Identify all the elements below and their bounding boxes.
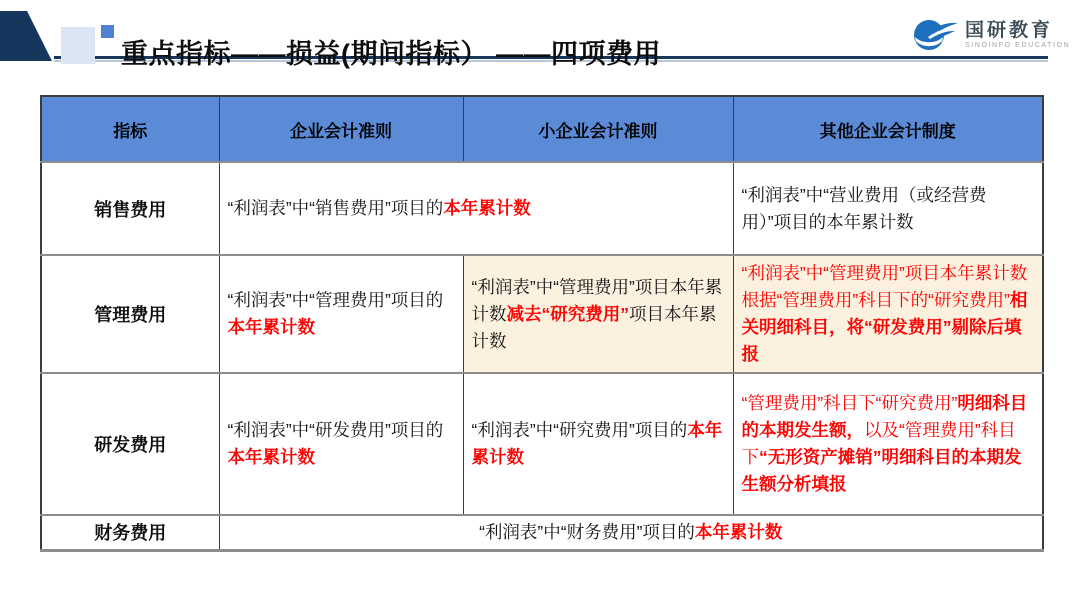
col-header-enterprise-standards: 企业会计准则 bbox=[219, 96, 463, 162]
cell-admin-small-enterprise-standards: “利润表”中“管理费用”项目本年累计数减去“研究费用”项目本年累计数 bbox=[463, 255, 733, 373]
accent-square-bullet bbox=[101, 25, 114, 38]
cell-rd-enterprise-standards: “利润表”中“研发费用”项目的本年累计数 bbox=[219, 373, 463, 515]
row-label-finance-expense: 财务费用 bbox=[41, 515, 219, 550]
row-label-sales-expense: 销售费用 bbox=[41, 162, 219, 255]
cell-admin-enterprise-standards: “利润表”中“管理费用”项目的本年累计数 bbox=[219, 255, 463, 373]
cell-sales-standards: “利润表”中“销售费用”项目的本年累计数 bbox=[219, 162, 733, 255]
cell-rd-other-systems: “管理费用”科目下“研究费用”明细科目的本期发生额，以及“管理费用”科目下“无形资产摊销”明细科目的本期发生额分析填报 bbox=[733, 373, 1043, 515]
cell-finance-all-systems: “利润表”中“财务费用”项目的本年累计数 bbox=[219, 515, 1043, 550]
cell-sales-other-systems: “利润表”中“营业费用（或经营费用）”项目的本年累计数 bbox=[733, 162, 1043, 255]
expense-indicator-table bbox=[40, 95, 1044, 552]
table-row-sales-expense bbox=[41, 162, 1043, 255]
corner-trapezoid-decoration bbox=[0, 11, 52, 61]
pale-square-decoration bbox=[61, 27, 95, 64]
table-header-row bbox=[41, 96, 1043, 162]
row-label-rd-expense: 研发费用 bbox=[41, 373, 219, 515]
col-header-indicator: 指标 bbox=[41, 96, 219, 162]
logo-subtitle: SINOINFO EDUCATION bbox=[965, 42, 1071, 49]
table-row-finance-expense bbox=[41, 515, 1043, 550]
cell-rd-small-enterprise-standards: “利润表”中“研究费用”项目的本年累计数 bbox=[463, 373, 733, 515]
company-logo bbox=[908, 17, 1074, 53]
row-label-admin-expense: 管理费用 bbox=[41, 255, 219, 373]
table-row-rd-expense bbox=[41, 373, 1043, 515]
logo-name: 国研教育 bbox=[965, 20, 1054, 41]
page-title: 重点指标——损益(期间指标） ——四项费用 bbox=[121, 39, 661, 70]
cell-admin-other-systems: “利润表”中“管理费用”项目本年累计数根据“管理费用”科目下的“研究费用”相关明细科目，将“研发费用”剔除后填报 bbox=[733, 255, 1043, 373]
col-header-small-enterprise-standards: 小企业会计准则 bbox=[463, 96, 733, 162]
col-header-other-systems: 其他企业会计制度 bbox=[733, 96, 1043, 162]
table-row-admin-expense bbox=[41, 255, 1043, 373]
logo-globe-icon bbox=[912, 17, 960, 53]
